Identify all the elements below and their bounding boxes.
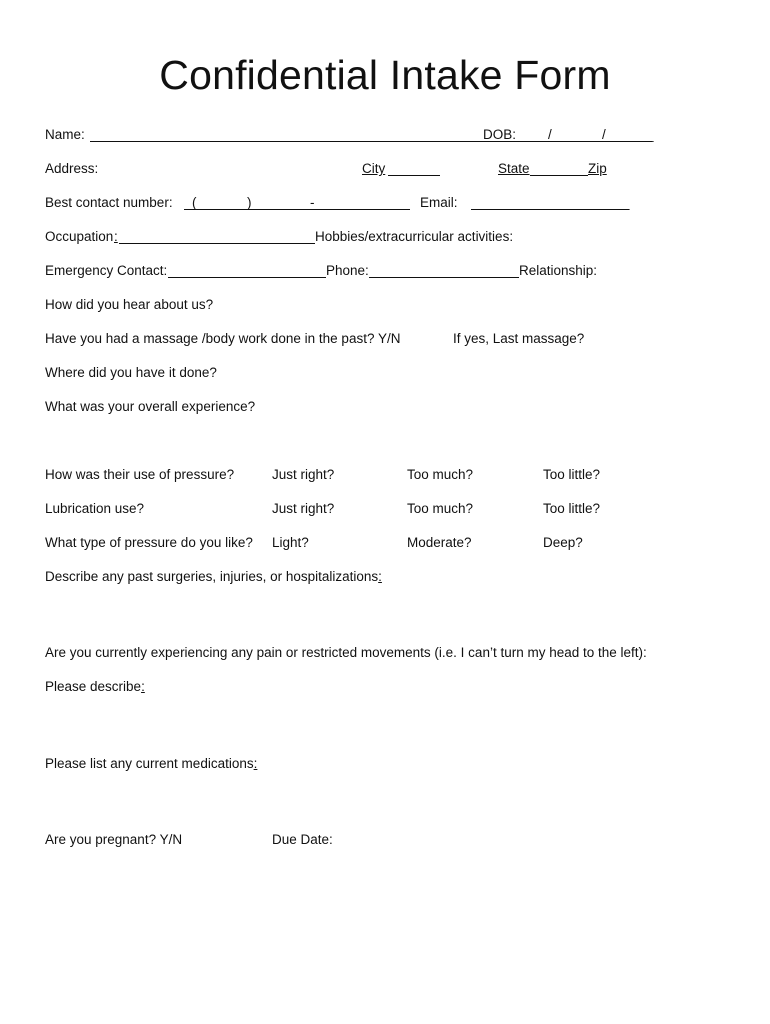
question-where-done: Where did you have it done?: [45, 365, 217, 380]
emergency-contact-label: Emergency Contact:: [45, 263, 168, 278]
option-too-much[interactable]: Too much?: [407, 501, 474, 516]
question-please-describe: Please describe:: [45, 679, 145, 694]
email-field[interactable]: [471, 209, 629, 210]
question-pressure-type: What type of pressure do you like?: [45, 535, 253, 550]
option-too-little[interactable]: Too little?: [543, 467, 601, 482]
option-too-much[interactable]: Too much?: [407, 467, 474, 482]
address-label: Address:: [45, 161, 99, 176]
question-pain: Are you currently experiencing any pain or restricted movements (i.e. I can’t turn my head to the left):: [45, 645, 647, 660]
question-pressure-use: How was their use of pressure?: [45, 467, 235, 482]
form-title: Confidential Intake Form: [159, 52, 611, 98]
option-just-right[interactable]: Just right?: [272, 501, 335, 516]
city-label: City: [362, 161, 386, 176]
state-field[interactable]: [530, 175, 588, 176]
due-date-label: Due Date:: [272, 832, 333, 847]
dob-separator: /: [548, 127, 552, 142]
phone-label: Phone:: [326, 263, 369, 278]
occupation-label: Occupation: [45, 229, 114, 244]
option-just-right[interactable]: Just right?: [272, 467, 335, 482]
occupation-field[interactable]: [119, 243, 315, 244]
name-label: Name:: [45, 127, 85, 142]
hobbies-label: Hobbies/extracurricular activities:: [315, 229, 514, 244]
question-pregnant: Are you pregnant? Y/N: [45, 832, 183, 847]
email-end: _: [622, 195, 630, 210]
occupation-colon: :: [114, 229, 118, 244]
dob-end: _: [646, 127, 654, 142]
zip-label: Zip: [588, 161, 607, 176]
phone-dash: -: [310, 195, 315, 210]
option-moderate[interactable]: Moderate?: [407, 535, 472, 550]
name-field[interactable]: [90, 141, 652, 142]
dob-separator: /: [602, 127, 606, 142]
question-overall-experience: What was your overall experience?: [45, 399, 256, 414]
emergency-contact-field[interactable]: [168, 277, 326, 278]
question-surgeries: Describe any past surgeries, injuries, or hospitalizations:: [45, 569, 382, 584]
relationship-label: Relationship:: [519, 263, 598, 278]
question-past-massage: Have you had a massage /body work done in the past? Y/N: [45, 331, 401, 346]
area-code-open: (: [192, 195, 197, 210]
state-label: State: [498, 161, 530, 176]
question-hear-about: How did you hear about us?: [45, 297, 214, 312]
city-end: _: [432, 161, 440, 176]
option-light[interactable]: Light?: [272, 535, 309, 550]
contact-number-label: Best contact number:: [45, 195, 173, 210]
question-medications: Please list any current medications:: [45, 756, 258, 771]
email-label: Email:: [420, 195, 458, 210]
question-last-massage: If yes, Last massage?: [453, 331, 585, 346]
option-deep[interactable]: Deep?: [543, 535, 583, 550]
contact-number-field[interactable]: [184, 209, 410, 210]
area-code-close: ): [247, 195, 252, 210]
phone-field[interactable]: [369, 277, 519, 278]
question-lubrication-use: Lubrication use?: [45, 501, 145, 516]
dob-label: DOB:: [483, 127, 517, 142]
option-too-little[interactable]: Too little?: [543, 501, 601, 516]
